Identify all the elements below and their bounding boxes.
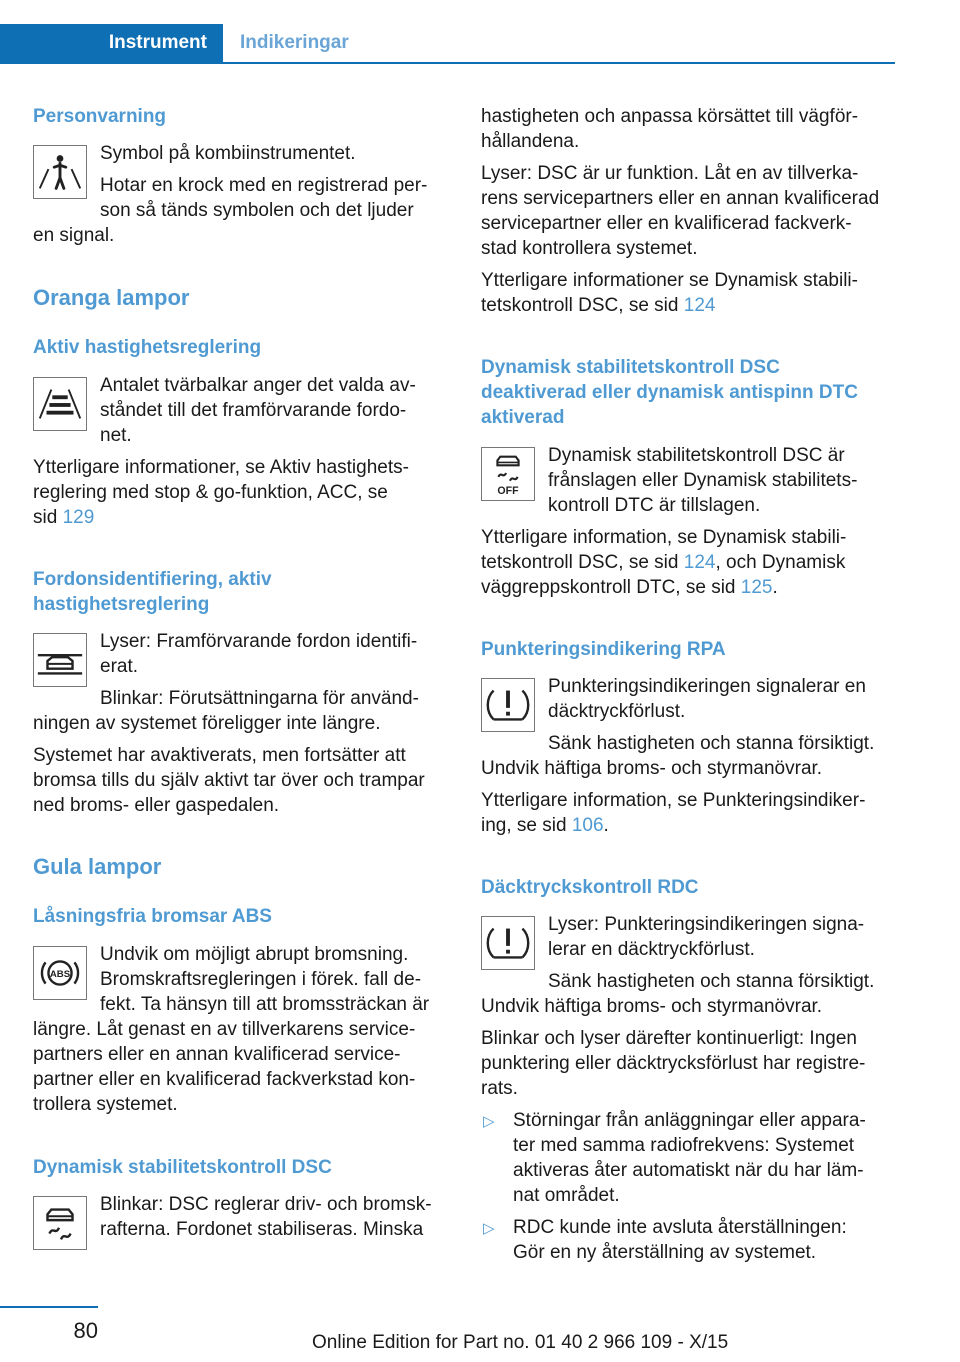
text-line	[481, 813, 609, 838]
text-line: stad kontrollera systemet.	[481, 238, 698, 259]
text-line: däcktryckförlust.	[548, 701, 686, 722]
page-number: 80	[73, 1318, 98, 1343]
heading-fordonsidentifiering: Fordonsidentifiering, aktiv	[33, 569, 272, 590]
tire-pressure-warning-icon	[481, 678, 535, 732]
distance-bars-icon	[33, 377, 87, 431]
page-link-125[interactable]: 125	[740, 577, 773, 598]
text-line: servicepartner eller en kvalificerad fackverk-	[481, 213, 852, 234]
text-line: hållandena.	[481, 131, 580, 152]
text-line: Ytterligare informationer se Dynamisk stabili-	[481, 270, 858, 291]
text-line: Blinkar och lyser därefter kontinuerligt: Ingen	[481, 1028, 857, 1049]
text-line: partner eller en kvalificerad fackverkstad kon-	[33, 1069, 416, 1090]
text-line: erat.	[100, 656, 139, 677]
pedestrian-warning-icon	[33, 145, 87, 199]
list-item-line: Störningar från anläggningar eller appara-	[513, 1110, 866, 1131]
text-line: en signal.	[33, 225, 115, 246]
text-line: net.	[100, 425, 132, 446]
text-line: frånslagen eller Dynamisk stabilitets-	[548, 470, 858, 491]
ref-mid: , och Dynamisk	[715, 552, 846, 573]
text-line: Antalet tvärbalkar anger det valda av-	[100, 375, 416, 396]
text-line: rens servicepartners eller en annan kvalificerad	[481, 188, 880, 209]
list-item-line: Gör en ny återställning av systemet.	[513, 1242, 817, 1263]
text-line: Lyser: Punkteringsindikeringen signa-	[548, 914, 865, 935]
text-line: Ytterligare informationer, se Aktiv hastighets-	[33, 457, 409, 478]
text-line: kontroll DTC är tillslagen.	[548, 495, 761, 516]
footer-rule	[0, 1306, 98, 1308]
heading-oranga-lampor: Oranga lampor	[33, 285, 190, 310]
heading-abs: Låsningsfria bromsar ABS	[33, 906, 272, 927]
dsc-off-icon	[481, 447, 535, 501]
header-tabs	[0, 24, 895, 64]
page-link-124[interactable]: 124	[683, 295, 716, 316]
ref-prefix: tetskontroll DSC, se sid	[481, 295, 684, 316]
text-line: Systemet har avaktiverats, men fortsätter att	[33, 745, 406, 766]
list-item-line: nat området.	[513, 1185, 620, 1206]
vehicle-detected-icon	[33, 633, 87, 687]
tab-instrument-label: Instrument	[108, 32, 207, 53]
text-line: Sänk hastigheten och stanna försiktigt.	[548, 733, 875, 754]
tab-instrument[interactable]	[0, 24, 223, 62]
text-line: Hotar en krock med en registrerad per-	[100, 175, 428, 196]
list-item-line: aktiveras åter automatiskt när du har läm-	[513, 1160, 864, 1181]
page-link-124[interactable]: 124	[683, 552, 716, 573]
ref-suffix: .	[603, 815, 609, 836]
heading-aktiv-hastighetsreglering: Aktiv hastighetsreglering	[33, 337, 262, 358]
text-line: hastigheten och anpassa körsättet till vägför-	[481, 106, 859, 127]
ref-prefix: väggreppskontroll DTC, se sid	[481, 577, 741, 598]
heading-rdc: Däcktryckskontroll RDC	[481, 877, 699, 898]
list-item-line: RDC kunde inte avsluta återställningen:	[513, 1217, 847, 1238]
text-line: ned broms- eller gaspedalen.	[33, 795, 280, 816]
text-line: Ytterligare information, se Dynamisk stabili-	[481, 527, 847, 548]
svg-text:OFF: OFF	[497, 485, 519, 498]
text-line: rats.	[481, 1078, 518, 1099]
ref-suffix: .	[772, 577, 778, 598]
text-line: ståndet till det framförvarande fordo-	[100, 400, 407, 421]
heading-dsc-off: Dynamisk stabilitetskontroll DSC	[481, 357, 780, 378]
bullet-triangle-icon: ▷	[483, 1220, 495, 1237]
text-line: Lyser: Framförvarande fordon identifi-	[100, 631, 418, 652]
ref-prefix: ing, se sid	[481, 815, 572, 836]
text-line: Sänk hastigheten och stanna försiktigt.	[548, 971, 875, 992]
text-line: ningen av systemet föreligger inte längre.	[33, 713, 381, 734]
ref-prefix: tetskontroll DSC, se sid	[481, 552, 684, 573]
text-line: bromsa tills du själv aktivt tar över och trampar	[33, 770, 425, 791]
text-line	[481, 293, 715, 318]
text-line: Lyser: DSC är ur funktion. Låt en av tillverka-	[481, 163, 859, 184]
heading-gula-lampor: Gula lampor	[33, 854, 162, 879]
text-line: rafterna. Fordonet stabiliseras. Minska	[100, 1219, 424, 1240]
text-line: punktering eller däcktrycksförlust har registre-	[481, 1053, 866, 1074]
text-line: Bromskraftsregleringen i förek. fall de-	[100, 969, 422, 990]
text-line: Blinkar: DSC reglerar driv- och bromsk-	[100, 1194, 432, 1215]
ref-prefix: sid	[33, 507, 63, 528]
heading-dsc-off-2: deaktiverad eller dynamisk antispinn DTC	[481, 382, 858, 403]
text-line: Undvik häftiga broms- och styrmanövrar.	[481, 758, 823, 779]
text-line: Punkteringsindikeringen signalerar en	[548, 676, 866, 697]
text-line: trollera systemet.	[33, 1094, 178, 1115]
text-line: Ytterligare information, se Punkteringsindiker-	[481, 790, 866, 811]
text-line: son så tänds symbolen och det ljuder	[100, 200, 414, 221]
svg-text:ABS: ABS	[49, 968, 71, 980]
bullet-triangle-icon: ▷	[483, 1113, 495, 1130]
text-line	[481, 575, 778, 600]
heading-dsc-off-3: aktiverad	[481, 407, 565, 428]
page-link-129[interactable]: 129	[62, 507, 95, 528]
text-line: längre. Låt genast en av tillverkarens service-	[33, 1019, 416, 1040]
abs-icon	[33, 946, 87, 1000]
text-line	[481, 550, 845, 575]
tire-pressure-warning-icon	[481, 916, 535, 970]
text-line	[33, 505, 94, 530]
text-line: Symbol på kombiinstrumentet.	[100, 143, 356, 164]
text-line: partners eller en annan kvalificerad service-	[33, 1044, 401, 1065]
heading-personvarning: Personvarning	[33, 106, 167, 127]
text-line: Undvik häftiga broms- och styrmanövrar.	[481, 996, 823, 1017]
text-line: Undvik om möjligt abrupt bromsning.	[100, 944, 409, 965]
dsc-skid-icon	[33, 1196, 87, 1250]
text-line: Blinkar: Förutsättningarna för använd-	[100, 688, 419, 709]
text-line: fekt. Ta hänsyn till att bromssträckan är	[100, 994, 430, 1015]
footer-edition: Online Edition for Part no. 01 40 2 966 109 - X/15	[312, 1332, 729, 1353]
list-item-line: ter med samma radiofrekvens: Systemet	[513, 1135, 855, 1156]
tab-indikeringar[interactable]: Indikeringar	[240, 32, 349, 53]
heading-rpa: Punkteringsindikering RPA	[481, 639, 726, 660]
heading-fordonsidentifiering-2: hastighetsreglering	[33, 594, 210, 615]
text-line: Dynamisk stabilitetskontroll DSC är	[548, 445, 845, 466]
text-line: lerar en däcktryckförlust.	[548, 939, 755, 960]
page-link-106[interactable]: 106	[571, 815, 604, 836]
text-line: reglering med stop & go-funktion, ACC, se	[33, 482, 388, 503]
heading-dsc: Dynamisk stabilitetskontroll DSC	[33, 1157, 332, 1178]
